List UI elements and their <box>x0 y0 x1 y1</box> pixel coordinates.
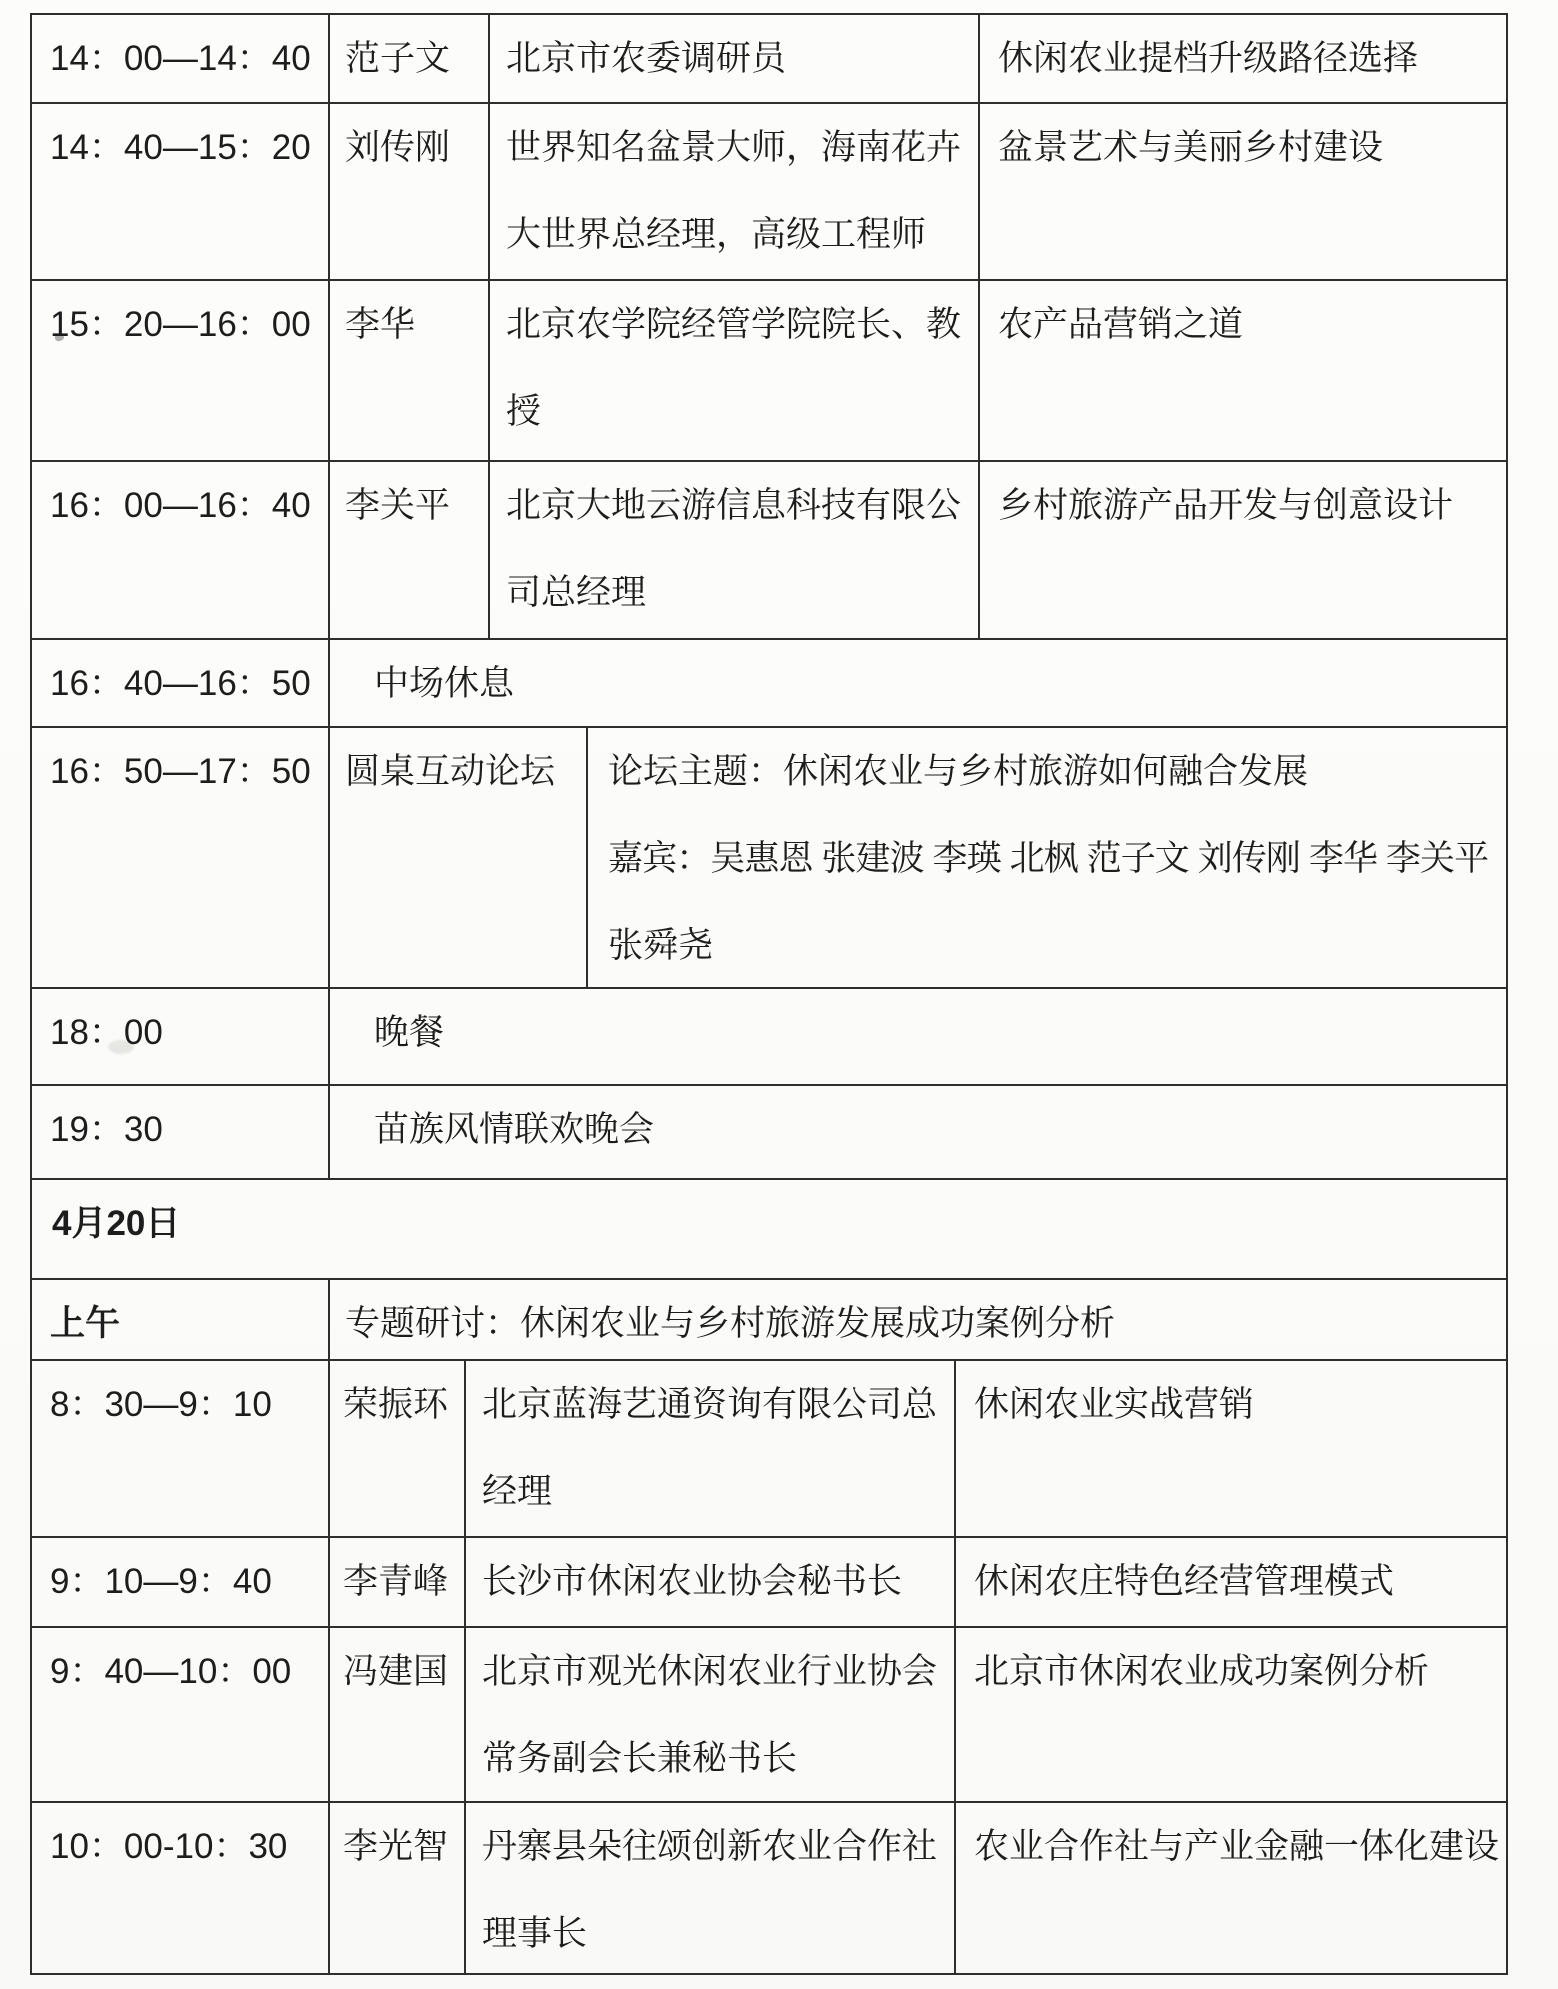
time-cell: 16：50—17：50 <box>50 752 311 791</box>
date-header-cell: 4月20日 <box>52 1204 181 1243</box>
forum-guests-overflow-line: 张舜尧 <box>608 926 714 965</box>
time-cell: 14：00—14：40 <box>50 39 311 78</box>
time-cell: 9：10—9：40 <box>50 1562 272 1601</box>
speaker-cell: 范子文 <box>328 15 488 102</box>
speaker-cell: 荣振环 <box>328 1361 464 1536</box>
time-cell: 14：40—15：20 <box>50 128 311 167</box>
time-cell: 16：00—16：40 <box>50 486 311 525</box>
break-label-cell: 中场休息 <box>328 640 1506 726</box>
title-cell: 世界知名盆景大师，海南花卉大世界总经理，高级工程师 <box>488 104 978 279</box>
title-cell: 北京大地云游信息科技有限公司总经理 <box>488 462 978 638</box>
topic-cell: 农业合作社与产业金融一体化建设 <box>954 1803 1506 1973</box>
table-row <box>32 1178 1506 1278</box>
table-row <box>32 726 1506 987</box>
table-row <box>32 1626 1506 1801</box>
table-row <box>32 1084 1506 1178</box>
topic-cell: 休闲农庄特色经营管理模式 <box>954 1538 1506 1626</box>
schedule-table <box>30 13 1508 1975</box>
session-label-cell: 专题研讨：休闲农业与乡村旅游发展成功案例分析 <box>328 1280 1506 1359</box>
table-row <box>32 1801 1506 1973</box>
table-row <box>32 638 1506 726</box>
table-row <box>32 1278 1506 1359</box>
speaker-cell: 李光智 <box>328 1803 464 1973</box>
speaker-cell: 冯建国 <box>328 1628 464 1801</box>
topic-cell: 休闲农业提档升级路径选择 <box>978 15 1506 102</box>
table-row <box>32 102 1506 279</box>
title-cell: 丹寨县朵往颂创新农业合作社理事长 <box>464 1803 954 1973</box>
break-label-cell: 晚餐 <box>328 989 1506 1084</box>
forum-detail-cell <box>586 728 1506 987</box>
table-row <box>32 279 1506 460</box>
time-cell: 9：40—10：00 <box>50 1652 292 1691</box>
table-row <box>32 1359 1506 1536</box>
forum-guests-line: 嘉宾：吴惠恩 张建波 李瑛 北枫 范子文 刘传刚 李华 李关平 <box>608 839 1489 878</box>
time-cell: 8：30—9：10 <box>50 1385 272 1424</box>
table-row <box>32 1536 1506 1626</box>
speaker-cell: 刘传刚 <box>328 104 488 279</box>
topic-cell: 北京市休闲农业成功案例分析 <box>954 1628 1506 1801</box>
title-cell: 北京市观光休闲农业行业协会常务副会长兼秘书长 <box>464 1628 954 1801</box>
speaker-cell: 李华 <box>328 281 488 460</box>
speaker-cell: 李关平 <box>328 462 488 638</box>
time-cell: 10：00-10：30 <box>50 1827 288 1866</box>
topic-cell: 休闲农业实战营销 <box>954 1361 1506 1536</box>
time-cell: 18：00 <box>50 1013 163 1052</box>
speaker-cell: 李青峰 <box>328 1538 464 1626</box>
title-cell: 长沙市休闲农业协会秘书长 <box>464 1538 954 1626</box>
time-cell: 19：30 <box>50 1110 163 1149</box>
time-cell: 15：20—16：00 <box>50 305 311 344</box>
table-row <box>32 987 1506 1084</box>
forum-topic-line: 论坛主题：休闲农业与乡村旅游如何融合发展 <box>608 752 1309 791</box>
topic-cell: 乡村旅游产品开发与创意设计 <box>978 462 1506 638</box>
title-cell: 北京市农委调研员 <box>488 15 978 102</box>
topic-cell: 农产品营销之道 <box>978 281 1506 460</box>
time-cell: 16：40—16：50 <box>50 664 311 703</box>
table-row <box>32 15 1506 102</box>
time-cell: 上午 <box>50 1304 121 1343</box>
title-cell: 北京农学院经管学院院长、教授 <box>488 281 978 460</box>
forum-label-cell: 圆桌互动论坛 <box>328 728 586 987</box>
break-label-cell: 苗族风情联欢晚会 <box>328 1086 1506 1178</box>
title-cell: 北京蓝海艺通资询有限公司总经理 <box>464 1361 954 1536</box>
topic-cell: 盆景艺术与美丽乡村建设 <box>978 104 1506 279</box>
table-row <box>32 460 1506 638</box>
